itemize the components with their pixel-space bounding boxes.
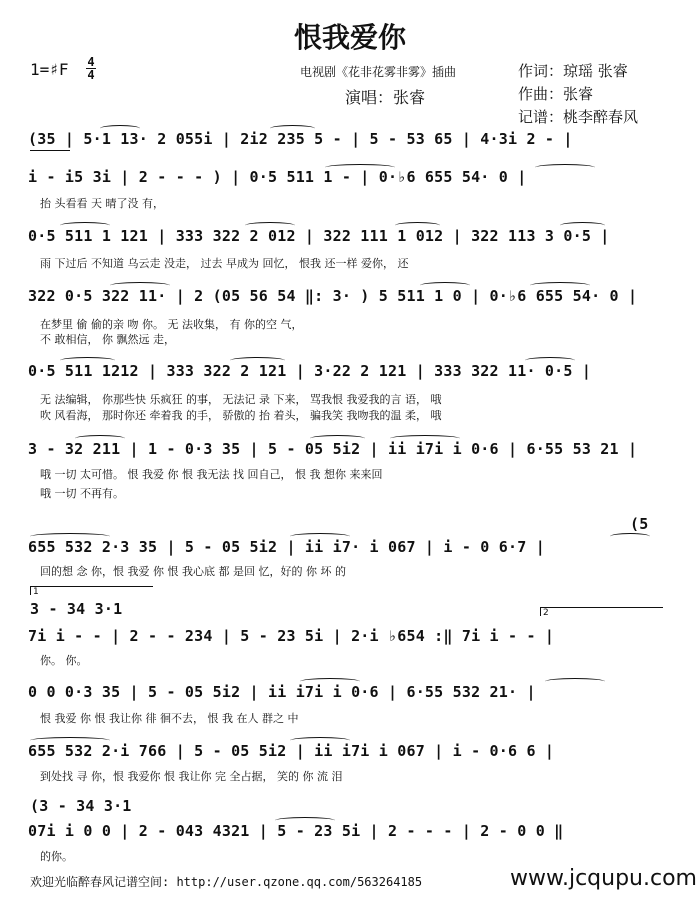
lyric-line-9-a: 恨 我爱 你 恨 我让你 徘 徊不去， 恨 我 在人 群之 中 bbox=[40, 712, 299, 725]
subtitle: 电视剧《花非花雾非雾》插曲 bbox=[300, 65, 457, 79]
lyricist: 作词：琼瑶 张睿 bbox=[518, 62, 628, 80]
volta-2-label: 2 bbox=[543, 608, 549, 618]
pickup-note-2: 3 - 34 3·1 bbox=[30, 600, 123, 618]
score-line-3: 0·5 511 1 121 | 333 322 2 012 | 322 111 1 012 | 322 113 3 0·5 | bbox=[28, 227, 610, 245]
lyric-line-6-b: 哦 一切 不再有。 bbox=[40, 487, 124, 500]
lyric-line-5-a: 无 法编辑， 你那些快 乐疯狂 的事， 无法记 录 下来， 骂我恨 我爱我的言 语， 哦 bbox=[40, 393, 442, 406]
score-line-10: 655 532 2·i 766 | 5 - 05 5i2 | ii i7i i 067 | i - 0·6 6 | bbox=[28, 742, 555, 760]
lyric-line-10-a: 到处找 寻 你，恨 我爱你 恨 我让你 完 全占据， 笑的 你 流 泪 bbox=[40, 770, 343, 783]
lyric-line-6-a: 哦 一切 太可惜。 恨 我爱 你 恨 我无法 找 回自己， 恨 我 想你 来来回 bbox=[40, 468, 383, 481]
score-line-6: 3 - 32 211 | 1 - 0·3 35 | 5 - 05 5i2 | ii i7i i 0·6 | 6·55 53 21 | bbox=[28, 440, 638, 458]
score-line-11: 07i i 0 0 | 2 - 043 4321 | 5 - 23 5i | 2 - - - | 2 - 0 0 ‖ bbox=[28, 822, 564, 840]
score-line-7: 655 532 2·3 35 | 5 - 05 5i2 | ii i7· i 067 | i - 0 6·7 | bbox=[28, 538, 545, 556]
lyric-line-4-a: 在梦里 偷 偷的亲 吻 你。 无 法收集， 有 你的空 气， bbox=[40, 318, 303, 331]
score-line-4: 322 0·5 322 11· | 2 (05 56 54 ‖: 3· ) 5 511 1 0 | 0·♭6 655 54· 0 | bbox=[28, 287, 638, 305]
lyric-line-8-a: 你。 你。 bbox=[40, 654, 88, 667]
lyric-line-11-a: 的你。 bbox=[40, 850, 73, 863]
key-signature: 1=♯F bbox=[30, 60, 69, 79]
footer-text: 欢迎光临醉春风记谱空间: http://user.qzone.qq.com/563264185 bbox=[30, 875, 423, 889]
lyric-line-3-a: 雨 下过后 不知道 乌云走 没走， 过去 早成为 回忆， 恨我 还一样 爱你， 还 bbox=[40, 257, 409, 270]
singer: 演唱：张睿 bbox=[345, 88, 426, 107]
lyric-line-5-b: 吹 风看海， 那时你还 牵着我 的手， 骄傲的 抬 着头， 骗我笑 我吻我的温 柔， 哦 bbox=[40, 409, 442, 422]
score-line-8: 7i i - - | 2 - - 234 | 5 - 23 5i | 2·i ♭654 :‖ 7i i - - | bbox=[28, 627, 555, 645]
pickup-note-1: (5 bbox=[630, 515, 649, 533]
pickup-note-3: (3 - 34 3·1 bbox=[30, 797, 132, 815]
volta-1 bbox=[30, 586, 153, 595]
lyric-line-4-b: 不 敢相信， 你 飘然远 走， bbox=[40, 333, 175, 346]
lyric-line-7-a: 回的想 念 你，恨 我爱 你 恨 我心底 都 是回 忆，好的 你 坏 的 bbox=[40, 565, 346, 578]
volta-2 bbox=[540, 607, 663, 616]
score-line-2: i - i5 3i | 2 - - - ) | 0·5 511 1 - | 0·♭6 655 54· 0 | bbox=[28, 168, 527, 186]
volta-1-label: 1 bbox=[33, 587, 39, 597]
transcriber: 记谱：桃李醉春风 bbox=[518, 108, 639, 126]
lyric-line-2-a: 抬 头看看 天 晴了没 有， bbox=[40, 197, 164, 210]
time-signature-top: 4 bbox=[87, 55, 95, 69]
credits bbox=[518, 60, 638, 129]
time-signature-bottom: 4 bbox=[87, 68, 95, 82]
watermark: www.jcqupu.com bbox=[510, 866, 697, 891]
time-signature bbox=[86, 56, 96, 81]
score-line-1: (35 | 5·1 13· 2 055i | 2i2 235 5 - | 5 - 53 65 | 4·3i 2 - | bbox=[28, 130, 573, 148]
composer: 作曲：张睿 bbox=[518, 85, 594, 103]
score-line-9: 0 0 0·3 35 | 5 - 05 5i2 | ii i7i i 0·6 | 6·55 532 21· | bbox=[28, 683, 536, 701]
song-title: 恨我爱你 bbox=[293, 21, 406, 54]
score-line-5: 0·5 511 1212 | 333 322 2 121 | 3·22 2 121 | 333 322 11· 0·5 | bbox=[28, 362, 592, 380]
